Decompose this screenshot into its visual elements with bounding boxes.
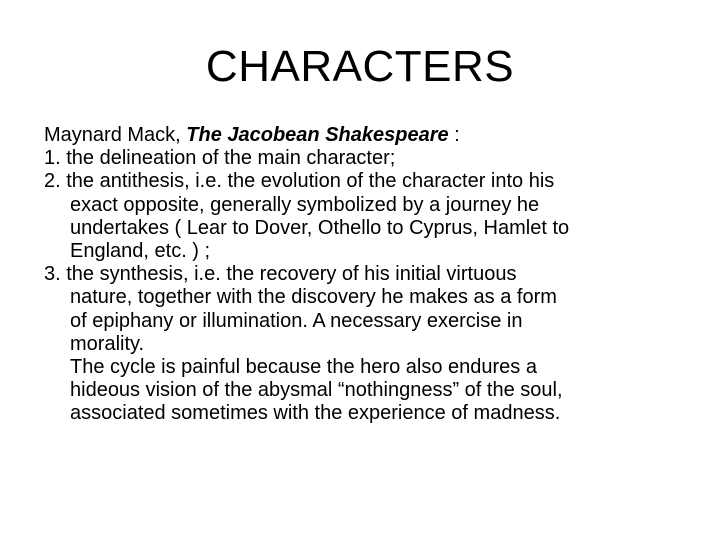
list-item-3-line-1: 3. the synthesis, i.e. the recovery of his initial virtuous: [44, 263, 517, 286]
paragraph-line-3: associated sometimes with the experience of madness.: [70, 402, 561, 425]
intro-book-title: The Jacobean Shakespeare: [186, 124, 449, 146]
list-item-3-line-4: morality.: [70, 332, 145, 355]
paragraph-line-2: hideous vision of the abysmal “nothingness” of the soul,: [70, 379, 563, 402]
list-item-3-line-3: of epiphany or illumination. A necessary exercise in: [70, 309, 523, 332]
list-item-3-line-2: nature, together with the discovery he makes as a form: [70, 286, 557, 309]
intro-suffix: :: [448, 124, 460, 146]
paragraph-line-1: The cycle is painful because the hero also endures a: [70, 356, 537, 379]
list-item-2-line-1: 2. the antithesis, i.e. the evolution of the character into his: [44, 170, 555, 193]
slide-title: CHARACTERS: [205, 42, 515, 91]
list-item-2-line-3: undertakes ( Lear to Dover, Othello to Cyprus, Hamlet to: [70, 216, 570, 239]
slide-body: [44, 124, 708, 426]
intro-line: [44, 124, 708, 147]
intro-author: Maynard Mack,: [44, 124, 187, 146]
list-item-1: 1. the delineation of the main character;: [44, 147, 396, 170]
list-item-2-line-4: England, etc. ) ;: [70, 240, 211, 263]
list-item-2-line-2: exact opposite, generally symbolized by a journey he: [70, 193, 540, 216]
